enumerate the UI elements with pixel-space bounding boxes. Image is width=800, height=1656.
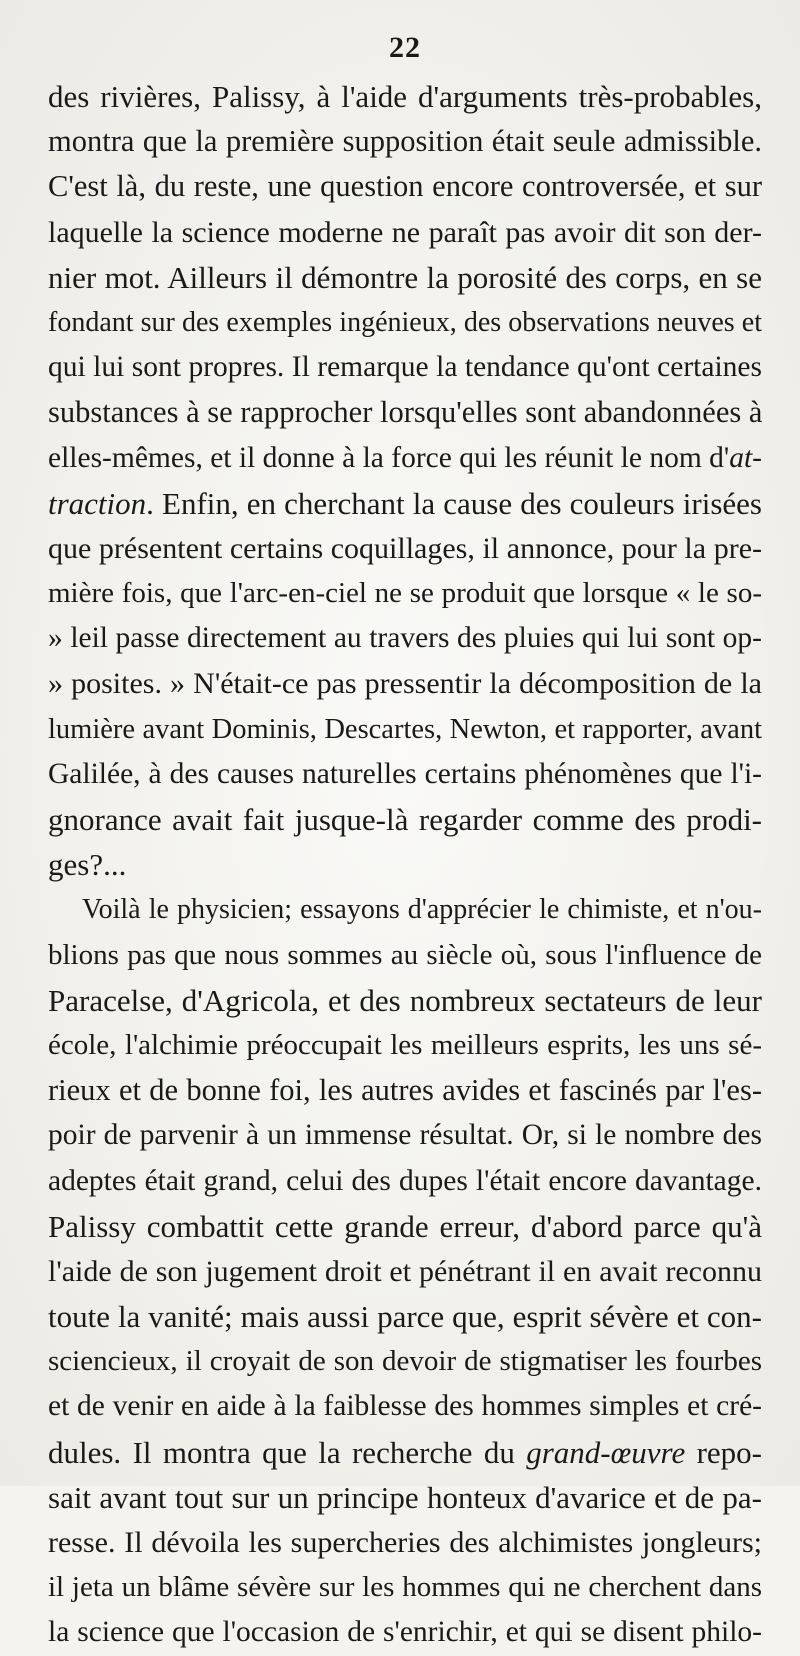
- text-line: rieux et de bonne foi, les autres avides et fascinés par l'es-: [48, 1073, 762, 1108]
- text-line: sait avant tout sur un principe honteux d'avarice et de pa-: [48, 1479, 762, 1515]
- text-line: l'aide de son jugement droit et pénétrant il en avait reconnu: [48, 1254, 762, 1288]
- text-line: Voilà le physicien; essayons d'apprécier le chimiste, et n'ou-: [82, 894, 762, 926]
- text-line: montra que la première supposition était seule admissible.: [48, 124, 762, 159]
- text-line: laquelle la science moderne ne paraît pas avoir dit son der-: [48, 215, 762, 249]
- text-line: que présentent certains coquillages, il annonce, pour la pre-: [48, 531, 762, 565]
- text-line: » leil passe directement au travers des pluies qui lui sont op-: [48, 622, 762, 655]
- text-line: adeptes était grand, celui des dupes l'était encore davantage.: [48, 1164, 762, 1197]
- text-line: il jeta un blâme sévère sur les hommes qui ne cherchent dans: [48, 1571, 762, 1604]
- paragraph-1: [48, 74, 762, 887]
- text-line: Galilée, à des causes naturelles certains phénomènes que l'i-: [48, 757, 762, 790]
- text-line: sciencieux, il croyait de son devoir de stigmatiser les fourbes: [48, 1345, 762, 1378]
- text-line: mière fois, que l'arc-en-ciel ne se produit que lorsque « le so-: [48, 577, 762, 610]
- text-line: C'est là, du reste, une question encore controversée, et sur: [48, 169, 762, 204]
- text-line: dules. Il montra que la recherche du grand-œuvre repo-: [48, 1434, 762, 1470]
- text-line: lumière avant Dominis, Descartes, Newton, et rapporter, avant: [48, 713, 762, 745]
- text-line: Paracelse, d'Agricola, et des nombreux sectateurs de leur: [48, 982, 762, 1018]
- text-line: fondant sur des exemples ingénieux, des observations neuves et: [48, 306, 762, 338]
- text-line: traction. Enfin, en cherchant la cause des couleurs irisées: [48, 485, 762, 521]
- italic-word: at-: [729, 441, 762, 474]
- text-line: des rivières, Palissy, à l'aide d'arguments très-probables,: [48, 79, 762, 114]
- text-line: poir de parvenir à un immense résultat. Or, si le nombre des: [48, 1119, 762, 1152]
- page-number: 22: [389, 31, 421, 64]
- text-line: la science que l'occasion de s'enrichir, et qui se disent philo-: [48, 1616, 762, 1649]
- paragraph-2: [48, 887, 762, 1655]
- text-line: toute la vanité; mais aussi parce que, esprit sévère et con-: [48, 1299, 762, 1335]
- text-line: Palissy combattit cette grande erreur, d'abord parce qu'à: [48, 1208, 762, 1244]
- text-line: substances à se rapprocher lorsqu'elles sont abandonnées à: [48, 395, 762, 430]
- text-line: resse. Il dévoila les supercheries des alchimistes jongleurs;: [48, 1526, 762, 1559]
- text-line: qui lui sont propres. Il remarque la tendance qu'ont certaines: [48, 351, 762, 384]
- text-line: école, l'alchimie préoccupait les meilleurs esprits, les uns sé-: [48, 1028, 762, 1061]
- text-line: gnorance avait fait jusque-là regarder comme des prodi-: [48, 802, 762, 837]
- text-line: elles-mêmes, et il donne à la force qui les réunit le nom d'at-: [48, 441, 762, 474]
- text-line: » posites. » N'était-ce pas pressentir la décomposition de la: [48, 667, 762, 701]
- text-line: et de venir en aide à la faiblesse des hommes simples et cré-: [48, 1390, 762, 1423]
- italic-word: traction: [48, 485, 147, 521]
- italic-word: grand-œuvre: [526, 1434, 686, 1470]
- text-line: ges?...: [48, 847, 127, 883]
- text-line: blions pas que nous sommes au siècle où, sous l'influence de: [48, 938, 762, 971]
- text-line: nier mot. Ailleurs il démontre la porosité des corps, en se: [48, 259, 762, 295]
